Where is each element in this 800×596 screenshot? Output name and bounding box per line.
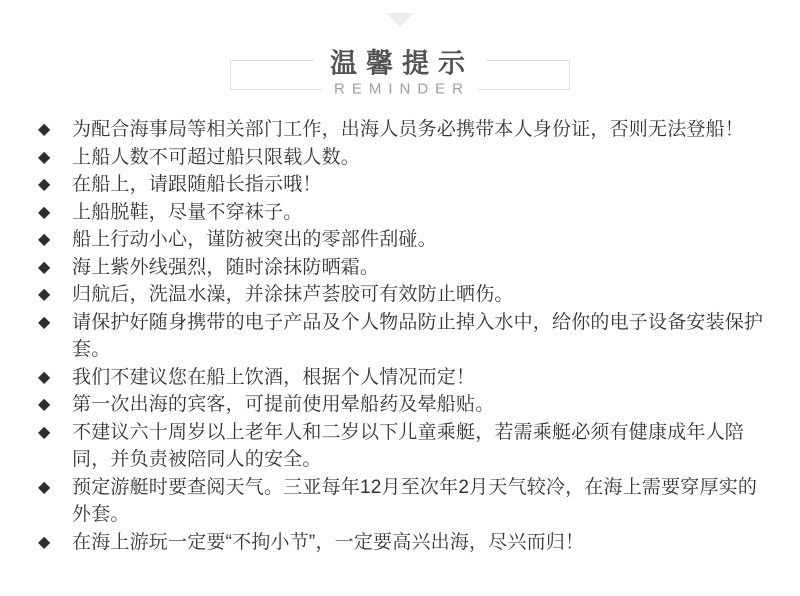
tip-item: [38, 391, 768, 419]
tip-text: 海上紫外线强烈，随时涂抹防晒霜。: [72, 256, 380, 278]
tip-text: 不建议六十周岁以上老年人和二岁以下儿童乘艇，若需乘艇必须有健康成年人陪同，并负责被陪同人的安全。: [72, 421, 745, 470]
diamond-bullet-icon: ◆: [38, 478, 51, 496]
tip-item: [38, 116, 768, 144]
triangle-down-icon: [386, 13, 414, 27]
tip-text: 预定游艇时要查阅天气。三亚每年12月至次年2月天气较冷，在海上需要穿厚实的外套。: [72, 476, 758, 525]
tip-text: 归航后，洗温水澡，并涂抹芦荟胶可有效防止晒伤。: [72, 284, 514, 305]
tip-item: [38, 226, 768, 254]
page-subtitle: REMINDER: [322, 81, 478, 98]
tip-item: [38, 309, 768, 364]
tip-text: 在海上游玩一定要“不拘小节”，一定要高兴出海，尽兴而归！: [72, 531, 585, 553]
tip-item: [38, 199, 768, 227]
tip-item: [38, 364, 768, 392]
diamond-bullet-icon: ◆: [38, 533, 51, 551]
tip-item: [38, 281, 768, 309]
tips-list: [38, 116, 768, 556]
diamond-bullet-icon: ◆: [38, 396, 51, 413]
tip-text: 在船上，请跟随船长指示哦！: [72, 174, 322, 195]
diamond-bullet-icon: ◆: [38, 258, 51, 276]
tip-text: 上船人数不可超过船只限载人数。: [72, 146, 361, 168]
tip-item: [38, 419, 768, 474]
tip-text: 为配合海事局等相关部门工作，出海人员务必携带本人身份证，否则无法登船！: [72, 119, 745, 140]
tip-item: [38, 474, 768, 529]
diamond-bullet-icon: ◆: [38, 176, 51, 193]
diamond-bullet-icon: ◆: [38, 121, 51, 138]
diamond-bullet-icon: ◆: [38, 231, 51, 248]
header-frame: [230, 48, 570, 98]
tip-text: 船上行动小心，谨防被突出的零部件刮碰。: [72, 229, 437, 250]
tip-text: 第一次出海的宾客，可提前使用晕船药及晕船贴。: [72, 394, 495, 415]
page-title: 温馨提示: [314, 42, 486, 81]
tip-text: 上船脱鞋，尽量不穿袜子。: [72, 201, 303, 223]
tip-item: [38, 529, 768, 557]
diamond-bullet-icon: ◆: [38, 313, 51, 331]
tip-item: [38, 254, 768, 282]
tip-item: [38, 144, 768, 172]
tip-item: [38, 171, 768, 199]
diamond-bullet-icon: ◆: [38, 148, 51, 166]
tip-text: 请保护好随身携带的电子产品及个人物品防止掉入水中，给你的电子设备安装保护套。: [72, 311, 764, 360]
diamond-bullet-icon: ◆: [38, 423, 51, 441]
tip-text: 我们不建议您在船上饮酒，根据个人情况而定！: [72, 366, 476, 388]
diamond-bullet-icon: ◆: [38, 286, 51, 303]
diamond-bullet-icon: ◆: [38, 203, 51, 221]
diamond-bullet-icon: ◆: [38, 368, 51, 386]
